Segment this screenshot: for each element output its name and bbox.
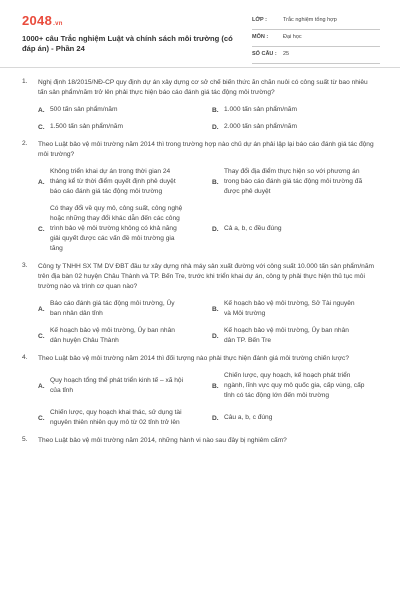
info-key: SỐ CÂU : [252,51,277,57]
option-d[interactable] [212,408,378,428]
option-c[interactable] [38,122,204,132]
question-2 [0,140,400,254]
option-text: Kế hoạch bảo vệ môi trường, Sở Tài nguyên và Môi trường [224,300,355,317]
header-divider [0,67,400,68]
option-c[interactable] [38,204,204,254]
info-key: LỚP : [252,17,267,23]
option-b[interactable] [212,371,378,401]
option-d[interactable] [212,326,378,346]
info-value: Trắc nghiệm tổng hợp [283,17,337,23]
info-row-class [252,15,380,30]
document-title: 1000+ câu Trắc nghiệm Luật và chính sách môi trường (có đáp án) - Phần 24 [22,34,233,53]
site-logo[interactable] [22,13,63,28]
option-letter: B. [212,178,219,186]
option-letter: D. [212,123,219,131]
answer-options [38,167,378,254]
option-text: Câu a, b, c đúng [224,414,273,421]
option-letter: C. [38,332,45,340]
question-3 [0,262,400,346]
option-d[interactable] [212,122,378,132]
option-a[interactable] [38,167,204,197]
option-text: 2.000 tấn sản phẩm/năm [224,123,297,130]
option-c[interactable] [38,326,204,346]
option-letter: A. [38,178,45,186]
option-letter: B. [212,382,219,390]
option-text: Có thay đổi về quy mô, công suất, công nghệ hoặc những thay đổi khác dẫn đến các công trình bảo vệ môi trường không có khả năng giải quyết được các vấn đề môi trường gia tăng [50,205,183,252]
option-d[interactable] [212,204,378,254]
logo-main: 2048 [22,13,53,28]
option-text: Quy hoạch tổng thể phát triển kinh tế – xã hội của tỉnh [50,377,184,394]
option-text: Thay đổi địa điểm thực hiện so với phương án trong báo cáo đánh giá tác động môi trường đã được phê duyệt [224,168,363,195]
option-letter: C. [38,225,45,233]
question-number: 4. [22,354,28,361]
question-number: 5. [22,436,28,443]
question-text: Theo Luật bảo vệ môi trường năm 2014 thì đối tượng nào phải thực hiện đánh giá môi trường chiến lược? [38,355,349,362]
option-text: Không triển khai dự án trong thời gian 24 tháng kể từ thời điểm quyết định phê duyệt báo cáo đánh giá tác động môi trường [50,168,176,195]
question-text: Theo Luật bảo vệ môi trường năm 2014 thì trong trường hợp nào chủ dự án phải lập lại báo cáo đánh giá tác động môi trường? [38,141,374,158]
question-text: Theo Luật bảo vệ môi trường năm 2014, những hành vi nào sau đây bị nghiêm cấm? [38,437,287,444]
question-number: 1. [22,78,28,85]
option-text: Báo cáo đánh giá tác động môi trường, Ủy ban nhân dân tỉnh [50,300,175,317]
option-text: 1.500 tấn sản phẩm/năm [50,123,123,130]
option-letter: C. [38,123,45,131]
option-b[interactable] [212,299,378,319]
option-b[interactable] [212,105,378,115]
option-b[interactable] [212,167,378,197]
question-4 [0,354,400,428]
question-1 [0,78,400,132]
option-letter: D. [212,225,219,233]
question-text: Công ty TNHH SX TM DV ĐBT đầu tư xây dựng nhà máy sản xuất đường với công suất 10.000 tấn sản phẩm/năm trên địa bàn 02 huyện Châu Thành và TP. Bến Tre, trước khi triển khai dự án, công ty phải thực hiện thủ tục môi trường nào và trình cơ quan nào? [38,263,374,290]
logo-sub: .vn [53,21,63,27]
question-5 [0,436,400,446]
option-letter: D. [212,414,219,422]
info-row-subject [252,32,380,47]
option-letter: A. [38,305,45,313]
option-letter: B. [212,106,219,114]
option-letter: A. [38,106,45,114]
option-a[interactable] [38,105,204,115]
option-c[interactable] [38,408,204,428]
answer-options [38,105,378,132]
option-text: Kế hoạch bảo vệ môi trường, Ủy ban nhân dân TP. Bến Tre [224,327,349,344]
document-header [0,0,400,66]
option-text: Chiến lược, quy hoạch, kế hoạch phát triển ngành, lĩnh vực quy mô quốc gia, cấp vùng, cấp tỉnh có tác động lớn đến môi trường [224,372,365,399]
option-text: Chiến lược, quy hoạch khai thác, sử dụng tài nguyên thiên nhiên quy mô từ 02 tỉnh trở lên [50,409,182,426]
info-value: 25 [283,51,290,57]
option-text: Kế hoạch bảo vệ môi trường, Ủy ban nhân dân huyện Châu Thành [50,327,175,344]
question-number: 2. [22,140,28,147]
option-a[interactable] [38,299,204,319]
answer-options [38,299,378,346]
option-text: 500 tấn sản phẩm/năm [50,106,118,113]
question-list [0,78,400,454]
option-text: 1.000 tấn sản phẩm/năm [224,106,297,113]
document-info [252,15,380,66]
question-text: Nghị định 18/2015/NĐ-CP quy định dự án xây dựng cơ sở chế biến thức ăn chăn nuôi có công suất từ bao nhiêu tấn sản phẩm/năm trở lên phải thực hiện báo cáo đánh giá tác động môi trường? [38,79,368,96]
option-letter: C. [38,414,45,422]
info-value: Đại học [283,34,302,40]
option-letter: B. [212,305,219,313]
info-key: MÔN : [252,34,269,40]
option-text: Cả a, b, c đều đúng [224,225,282,232]
option-letter: D. [212,332,219,340]
option-letter: A. [38,382,45,390]
question-number: 3. [22,262,28,269]
info-row-count [252,49,380,64]
answer-options [38,371,378,428]
option-a[interactable] [38,371,204,401]
